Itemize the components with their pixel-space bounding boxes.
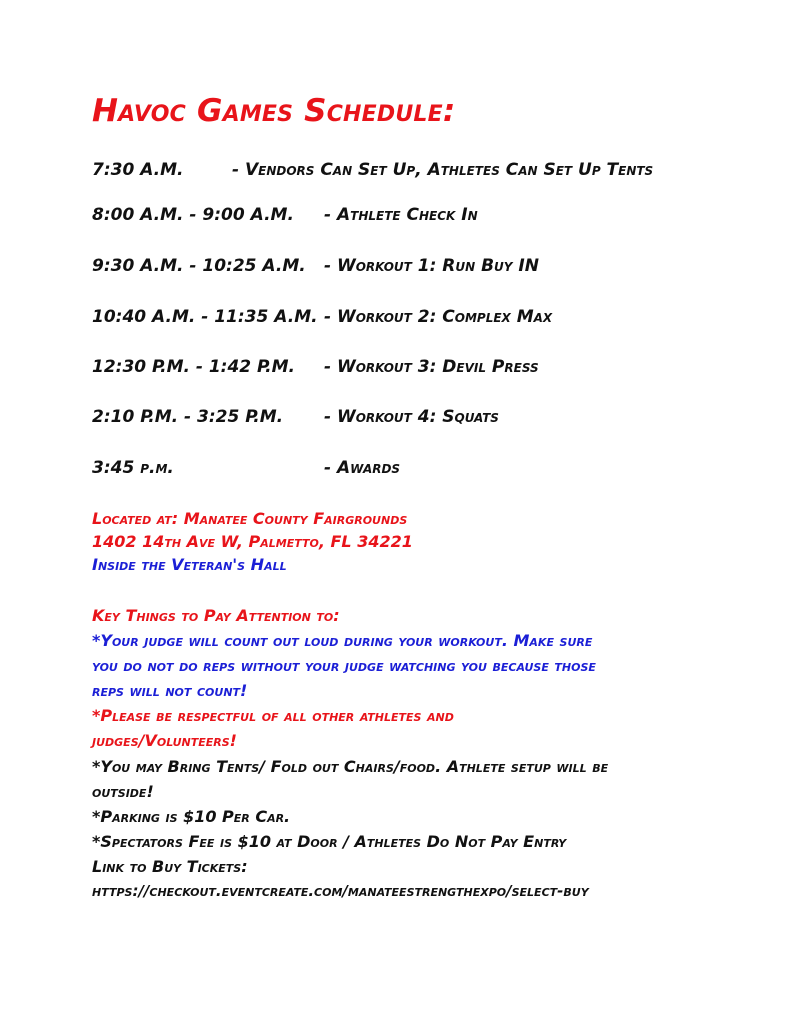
- schedule-event: - Vendors Can Set Up, Athletes Can Set Up Tents: [232, 160, 654, 180]
- note-judge: *Your judge will count out loud during your workout. Make sure: [92, 631, 593, 650]
- note-judge: reps will not count!: [92, 681, 248, 700]
- schedule-time: 2:10 P.M. - 3:25 P.M.: [92, 407, 284, 427]
- note-respect: *Please be respectful of all other athletes and: [92, 706, 454, 725]
- tickets-label: Link to Buy Tickets:: [92, 857, 248, 876]
- note-respect: judges/Volunteers!: [92, 731, 237, 750]
- schedule-time: 8:00 A.M. - 9:00 A.M.: [92, 205, 294, 225]
- note-bring: outside!: [92, 782, 154, 801]
- schedule-time: 12:30 P.M. - 1:42 P.M.: [92, 357, 295, 377]
- location-address: 1402 14th Ave W, Palmetto, FL 34221: [92, 532, 413, 551]
- location-hall: Inside the Veteran's Hall: [92, 555, 287, 574]
- note-bring: *You may Bring Tents/ Fold out Chairs/food. Athlete setup will be: [92, 757, 609, 776]
- schedule-event: - Awards: [324, 458, 401, 478]
- schedule-event: - Workout 1: Run Buy IN: [324, 256, 539, 276]
- schedule-time: 9:30 A.M. - 10:25 A.M.: [92, 256, 306, 276]
- schedule-event: - Workout 2: Complex Max: [324, 307, 553, 327]
- page-title: Havoc Games Schedule:: [92, 93, 456, 129]
- tickets-link[interactable]: https://checkout.eventcreate.com/manateestrengthexpo/select-buy: [92, 882, 589, 900]
- location-venue: Located at: Manatee County Fairgrounds: [92, 509, 408, 528]
- schedule-event: - Workout 4: Squats: [324, 407, 499, 427]
- schedule-event: - Workout 3: Devil Press: [324, 357, 539, 377]
- schedule-event: - Athlete Check In: [324, 205, 478, 225]
- schedule-time: 10:40 A.M. - 11:35 A.M.: [92, 307, 318, 327]
- schedule-time: 3:45 p.m.: [92, 458, 174, 478]
- note-parking: *Parking is $10 Per Car.: [92, 807, 291, 826]
- notes-heading: Key Things to Pay Attention to:: [92, 606, 340, 625]
- schedule-time: 7:30 A.M.: [92, 160, 184, 180]
- note-fee: *Spectators Fee is $10 at Door / Athletes Do Not Pay Entry: [92, 832, 567, 851]
- note-judge: you do not do reps without your judge watching you because those: [92, 656, 596, 675]
